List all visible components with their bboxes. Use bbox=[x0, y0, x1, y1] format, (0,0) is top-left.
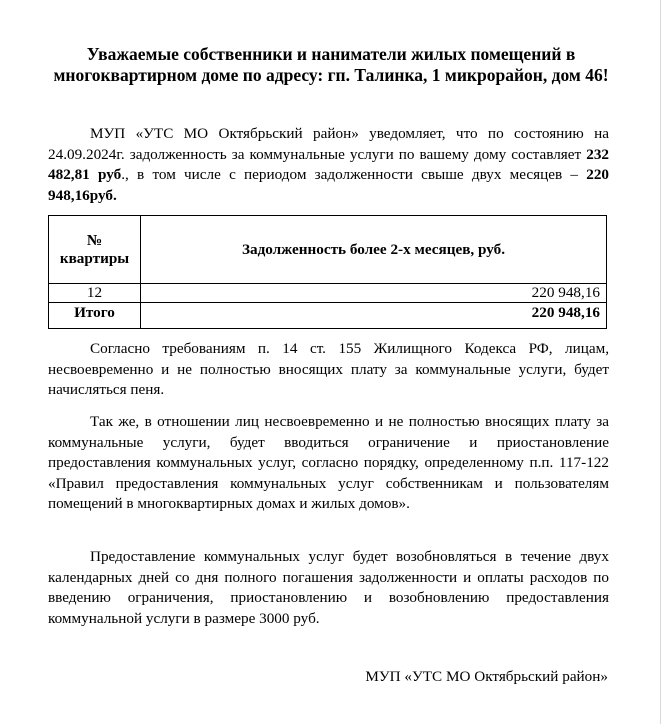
notice-title: Уважаемые собственники и наниматели жилых помещений в многоквартирном доме по адресу: гп. Талинка, 1 микрорайон, дом 46! bbox=[53, 44, 609, 85]
debt-table bbox=[48, 215, 607, 329]
total-amount: 220 948,16 bbox=[141, 303, 607, 329]
cell-apartment: 12 bbox=[49, 284, 141, 303]
table-header-row bbox=[49, 216, 607, 284]
signature: МУП «УТС МО Октябрьский район» bbox=[365, 668, 608, 685]
overdue-debt-amount: 220 948,16руб. bbox=[48, 166, 609, 204]
table-row bbox=[49, 284, 607, 303]
penalty-paragraph: Согласно требованиям п. 14 ст. 155 Жилищного Кодекса РФ, лицам, несвоевременно и не полностью вносящих плату за коммунальные услуги, будет начисляться пеня. bbox=[48, 340, 609, 398]
intro-paragraph bbox=[48, 124, 609, 206]
intro-text-2: ., в том числе с периодом задолженности свыше двух месяцев – bbox=[121, 166, 587, 183]
intro-text-1: МУП «УТС МО Октябрьский район» уведомляет, что по состоянию на 24.09.2024г. задолженность за коммунальные услуги по вашему дому составляет bbox=[48, 125, 609, 163]
table-total-row bbox=[49, 303, 607, 329]
restriction-paragraph: Так же, в отношении лиц несвоевременно и не полностью вносящих плату за коммунальные услуги, будет вводиться ограничение и приостановление предоставления коммунальных услуг, согласно порядку, определенному п.п. 117-122 «Правил предоставления коммунальных услуг собственникам и пользователям помещений в многоквартирных домах и жилых домов». bbox=[48, 413, 609, 512]
cell-amount: 220 948,16 bbox=[141, 284, 607, 303]
total-debt-amount: 232 482,81 руб bbox=[48, 145, 609, 183]
total-label: Итого bbox=[49, 303, 141, 329]
restoration-paragraph: Предоставление коммунальных услуг будет возобновляться в течение двух календарных дней со дня полного погашения задолженности и оплаты расходов по введению ограничения, приостановлению и возобновлению предоставления коммунальной услуги в размере 3000 руб. bbox=[48, 548, 609, 627]
header-apartment-number: № квартиры bbox=[49, 216, 141, 284]
header-debt-amount: Задолженность более 2-х месяцев, руб. bbox=[141, 216, 607, 284]
